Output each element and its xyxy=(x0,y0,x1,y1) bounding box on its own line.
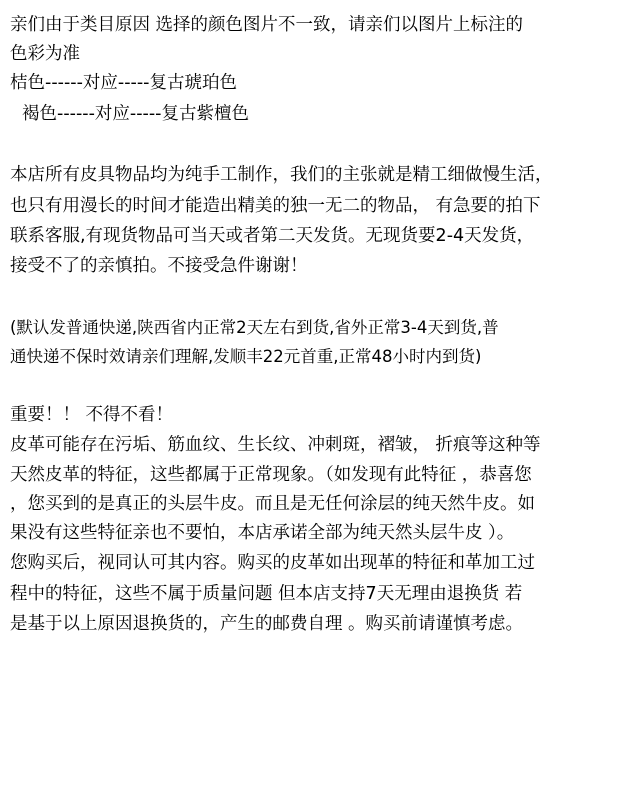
color-note-line: 色彩为准 xyxy=(10,44,80,64)
color-mapping-rosewood: 褐色------对应-----复古紫檀色 xyxy=(22,104,249,124)
color-note-line: 亲们由于类目原因 选择的颜色图片不一致，请亲们以图片上标注的 xyxy=(10,15,524,35)
important-line: 程中的特征，这些不属于质量问题 但本店支持7天无理由退换货 若 xyxy=(10,584,523,604)
shop-intro-line: 本店所有皮具物品均为纯手工制作，我们的主张就是精工细做慢生活， xyxy=(10,165,553,185)
important-line: 您购买后，视同认可其内容。购买的皮革如出现革的特征和革加工过 xyxy=(10,553,535,573)
shipping-line: 通快递不保时效请亲们理解,发顺丰22元首重,正常48小时内到货) xyxy=(10,347,482,366)
important-line: ，您买到的是真正的头层牛皮。而且是无任何涂层的纯天然牛皮。如 xyxy=(10,494,535,514)
shipping-line: (默认发普通快递,陕西省内正常2天左右到货,省外正常3-4天到货,普 xyxy=(10,318,499,337)
important-line: 果没有这些特征亲也不要怕，本店承诺全部为纯天然头层牛皮 ）。 xyxy=(10,523,515,543)
important-line: 是基于以上原因退换货的，产生的邮费自理 。购买前请谨慎考虑。 xyxy=(10,614,524,634)
important-line: 天然皮革的特征，这些都属于正常现象。（如发现有此特征 ，恭喜您 xyxy=(10,465,532,485)
color-mapping-amber: 桔色------对应-----复古琥珀色 xyxy=(10,73,237,93)
important-line: 皮革可能存在污垢、筋血纹、生长纹、冲刺斑，褶皱， 折痕等这种等 xyxy=(10,435,541,455)
shop-intro-line: 也只有用漫长的时间才能造出精美的独一无二的物品， 有急要的拍下 xyxy=(10,196,541,216)
shop-intro-line: 接受不了的亲慎拍。不接受急件谢谢！ xyxy=(10,256,308,276)
important-heading: 重要！！ 不得不看！ xyxy=(10,405,174,425)
shop-intro-line: 联系客服,有现货物品可当天或者第二天发货。无现货要2-4天发货， xyxy=(10,226,535,246)
